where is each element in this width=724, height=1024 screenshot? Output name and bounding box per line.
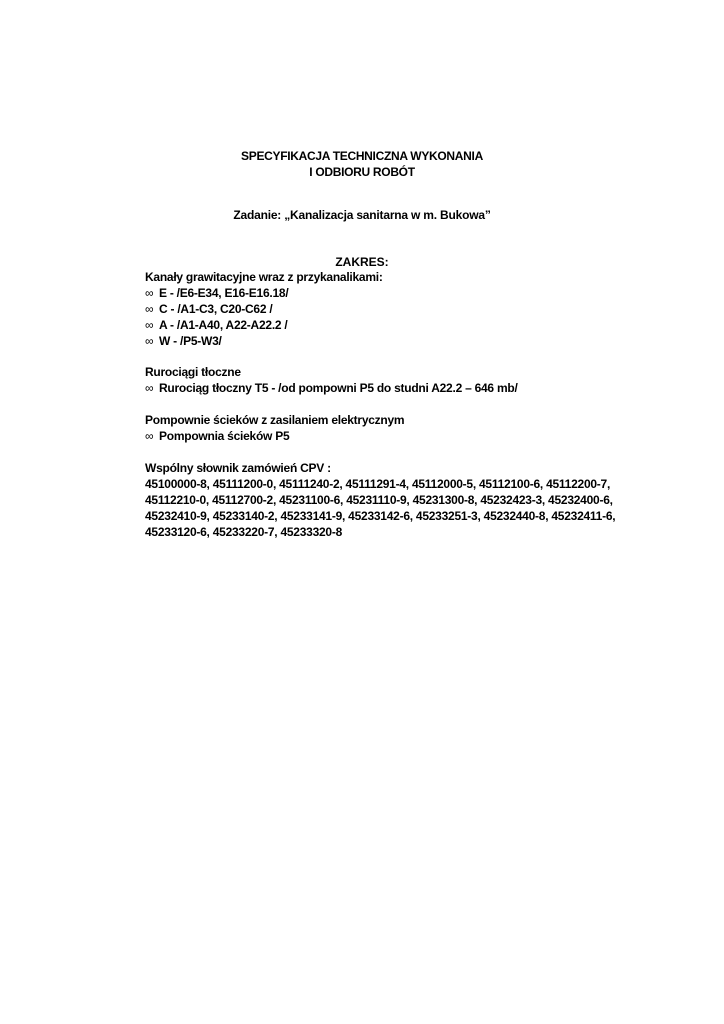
list-item-text: C - /A1-C3, C20-C62 /: [159, 302, 273, 316]
list-item: [145, 317, 615, 333]
pressure-pipelines-section: [145, 364, 615, 396]
cpv-codes-line: 45232410-9, 45233140-2, 45233141-9, 45233142-6, 45233251-3, 45232440-8, 45232411-6,: [145, 509, 616, 523]
scope-heading: ZAKRES:: [335, 255, 389, 269]
list-item: [145, 285, 615, 301]
cpv-section: [145, 460, 615, 540]
cpv-codes-line: 45100000-8, 45111200-0, 45111240-2, 45111291-4, 45112000-5, 45112100-6, 45112200-7,: [145, 477, 611, 491]
infinity-bullet-icon: ∞: [145, 334, 154, 348]
cpv-codes-line: 45112210-0, 45112700-2, 45231100-6, 45231110-9, 45231300-8, 45232423-3, 45232400-6,: [145, 493, 613, 507]
cpv-codes-line: 45233120-6, 45233220-7, 45233320-8: [145, 525, 343, 539]
pump-stations-section: [145, 412, 615, 444]
infinity-bullet-icon: ∞: [145, 286, 154, 300]
infinity-bullet-icon: ∞: [145, 429, 154, 443]
list-item-text: W - /P5-W3/: [159, 334, 222, 348]
infinity-bullet-icon: ∞: [145, 381, 154, 395]
list-item-text: Pompownia ścieków P5: [159, 429, 290, 443]
document-title-line-1: SPECYFIKACJA TECHNICZNA WYKONANIA: [241, 149, 483, 163]
infinity-bullet-icon: ∞: [145, 302, 154, 316]
list-item-text: Rurociąg tłoczny T5 - /od pompowni P5 do studni A22.2 – 646 mb/: [159, 381, 518, 395]
list-item: [145, 333, 615, 349]
gravity-sewers-heading: Kanały grawitacyjne wraz z przykanalikami:: [145, 270, 383, 284]
list-item-text: A - /A1-A40, A22-A22.2 /: [159, 318, 288, 332]
pump-stations-heading: Pompownie ścieków z zasilaniem elektrycznym: [145, 413, 405, 427]
list-item: [145, 428, 615, 444]
list-item-text: E - /E6-E34, E16-E16.18/: [159, 286, 289, 300]
list-item: [145, 380, 615, 396]
gravity-sewers-section: [145, 269, 615, 349]
cpv-heading: Wspólny słownik zamówień CPV :: [145, 461, 331, 475]
document-title-line-2: I ODBIORU ROBÓT: [309, 165, 415, 179]
list-item: [145, 301, 615, 317]
pressure-pipelines-heading: Rurociągi tłoczne: [145, 365, 241, 379]
task-heading: Zadanie: „Kanalizacja sanitarna w m. Bukowa”: [233, 208, 491, 222]
infinity-bullet-icon: ∞: [145, 318, 154, 332]
